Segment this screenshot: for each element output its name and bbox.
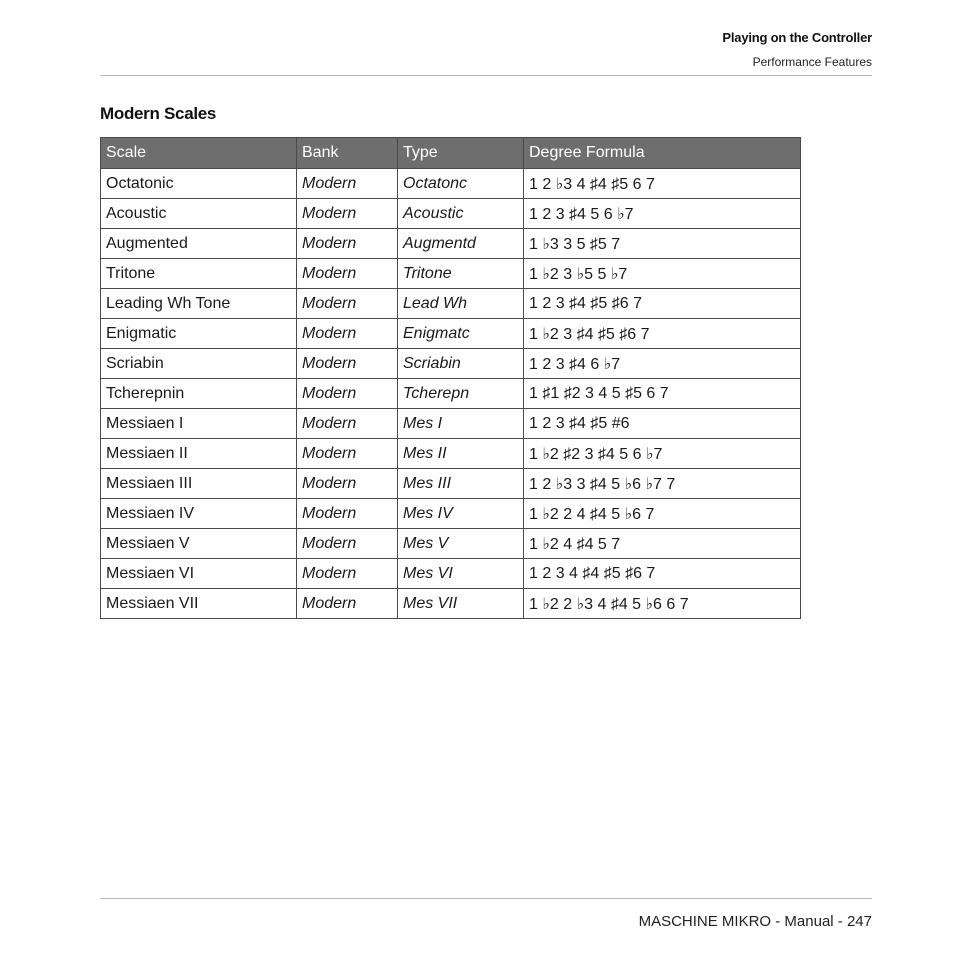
cell-type: Mes II xyxy=(398,439,524,469)
cell-bank: Modern xyxy=(297,229,398,259)
page-footer xyxy=(100,898,872,930)
table-row xyxy=(101,169,801,199)
cell-scale: Messiaen IV xyxy=(101,499,297,529)
table-row xyxy=(101,349,801,379)
cell-bank: Modern xyxy=(297,469,398,499)
cell-scale: Tcherepnin xyxy=(101,379,297,409)
table-row xyxy=(101,289,801,319)
cell-formula: 1 ♭2 2 4 ♯4 5 ♭6 7 xyxy=(524,499,801,529)
cell-bank: Modern xyxy=(297,289,398,319)
page-header xyxy=(100,0,872,76)
cell-type: Lead Wh xyxy=(398,289,524,319)
cell-type: Mes III xyxy=(398,469,524,499)
column-header-type: Type xyxy=(398,138,524,169)
cell-type: Scriabin xyxy=(398,349,524,379)
table-row xyxy=(101,259,801,289)
table-row xyxy=(101,589,801,619)
cell-type: Tcherepn xyxy=(398,379,524,409)
cell-formula: 1 2 3 ♯4 ♯5 ♯6 7 xyxy=(524,289,801,319)
cell-type: Octatonc xyxy=(398,169,524,199)
cell-type: Mes VI xyxy=(398,559,524,589)
cell-formula: 1 ♭2 ♯2 3 ♯4 5 6 ♭7 xyxy=(524,439,801,469)
cell-type: Enigmatc xyxy=(398,319,524,349)
cell-formula: 1 2 3 ♯4 5 6 ♭7 xyxy=(524,199,801,229)
table-header-row xyxy=(101,138,801,169)
table-row xyxy=(101,229,801,259)
cell-formula: 1 ♯1 ♯2 3 4 5 ♯5 6 7 xyxy=(524,379,801,409)
cell-scale: Octatonic xyxy=(101,169,297,199)
table-row xyxy=(101,319,801,349)
table-row xyxy=(101,439,801,469)
cell-formula: 1 ♭2 3 ♯4 ♯5 ♯6 7 xyxy=(524,319,801,349)
table-row xyxy=(101,469,801,499)
cell-bank: Modern xyxy=(297,589,398,619)
table-row xyxy=(101,499,801,529)
column-header-bank: Bank xyxy=(297,138,398,169)
table-row xyxy=(101,559,801,589)
cell-type: Mes V xyxy=(398,529,524,559)
cell-scale: Messiaen III xyxy=(101,469,297,499)
cell-scale: Acoustic xyxy=(101,199,297,229)
cell-scale: Enigmatic xyxy=(101,319,297,349)
cell-scale: Messiaen VI xyxy=(101,559,297,589)
cell-bank: Modern xyxy=(297,529,398,559)
cell-bank: Modern xyxy=(297,199,398,229)
cell-formula: 1 ♭3 3 5 ♯5 7 xyxy=(524,229,801,259)
cell-type: Tritone xyxy=(398,259,524,289)
cell-formula: 1 2 3 ♯4 6 ♭7 xyxy=(524,349,801,379)
column-header-degree-formula: Degree Formula xyxy=(524,138,801,169)
header-title: Playing on the Controller xyxy=(722,30,872,45)
cell-type: Mes IV xyxy=(398,499,524,529)
cell-type: Augmentd xyxy=(398,229,524,259)
cell-type: Mes I xyxy=(398,409,524,439)
cell-scale: Messiaen II xyxy=(101,439,297,469)
section-title: Modern Scales xyxy=(100,104,217,123)
table-row xyxy=(101,199,801,229)
table-row xyxy=(101,379,801,409)
cell-bank: Modern xyxy=(297,439,398,469)
cell-formula: 1 2 3 4 ♯4 ♯5 ♯6 7 xyxy=(524,559,801,589)
cell-scale: Leading Wh Tone xyxy=(101,289,297,319)
cell-bank: Modern xyxy=(297,379,398,409)
cell-bank: Modern xyxy=(297,409,398,439)
cell-formula: 1 ♭2 3 ♭5 5 ♭7 xyxy=(524,259,801,289)
cell-scale: Scriabin xyxy=(101,349,297,379)
cell-formula: 1 2 ♭3 4 ♯4 ♯5 6 7 xyxy=(524,169,801,199)
cell-formula: 1 ♭2 4 ♯4 5 7 xyxy=(524,529,801,559)
table-row xyxy=(101,529,801,559)
cell-scale: Messiaen I xyxy=(101,409,297,439)
footer-page-label: MASCHINE MIKRO - Manual - 247 xyxy=(638,913,872,930)
cell-bank: Modern xyxy=(297,559,398,589)
table-row xyxy=(101,409,801,439)
cell-bank: Modern xyxy=(297,319,398,349)
cell-bank: Modern xyxy=(297,259,398,289)
cell-scale: Messiaen V xyxy=(101,529,297,559)
cell-bank: Modern xyxy=(297,169,398,199)
cell-formula: 1 ♭2 2 ♭3 4 ♯4 5 ♭6 6 7 xyxy=(524,589,801,619)
cell-formula: 1 2 3 ♯4 ♯5 #6 xyxy=(524,409,801,439)
cell-bank: Modern xyxy=(297,499,398,529)
cell-scale: Augmented xyxy=(101,229,297,259)
cell-scale: Tritone xyxy=(101,259,297,289)
cell-type: Acoustic xyxy=(398,199,524,229)
header-subtitle: Performance Features xyxy=(752,55,872,69)
cell-scale: Messiaen VII xyxy=(101,589,297,619)
modern-scales-table xyxy=(100,137,801,619)
cell-type: Mes VII xyxy=(398,589,524,619)
column-header-scale: Scale xyxy=(101,138,297,169)
cell-formula: 1 2 ♭3 3 ♯4 5 ♭6 ♭7 7 xyxy=(524,469,801,499)
cell-bank: Modern xyxy=(297,349,398,379)
